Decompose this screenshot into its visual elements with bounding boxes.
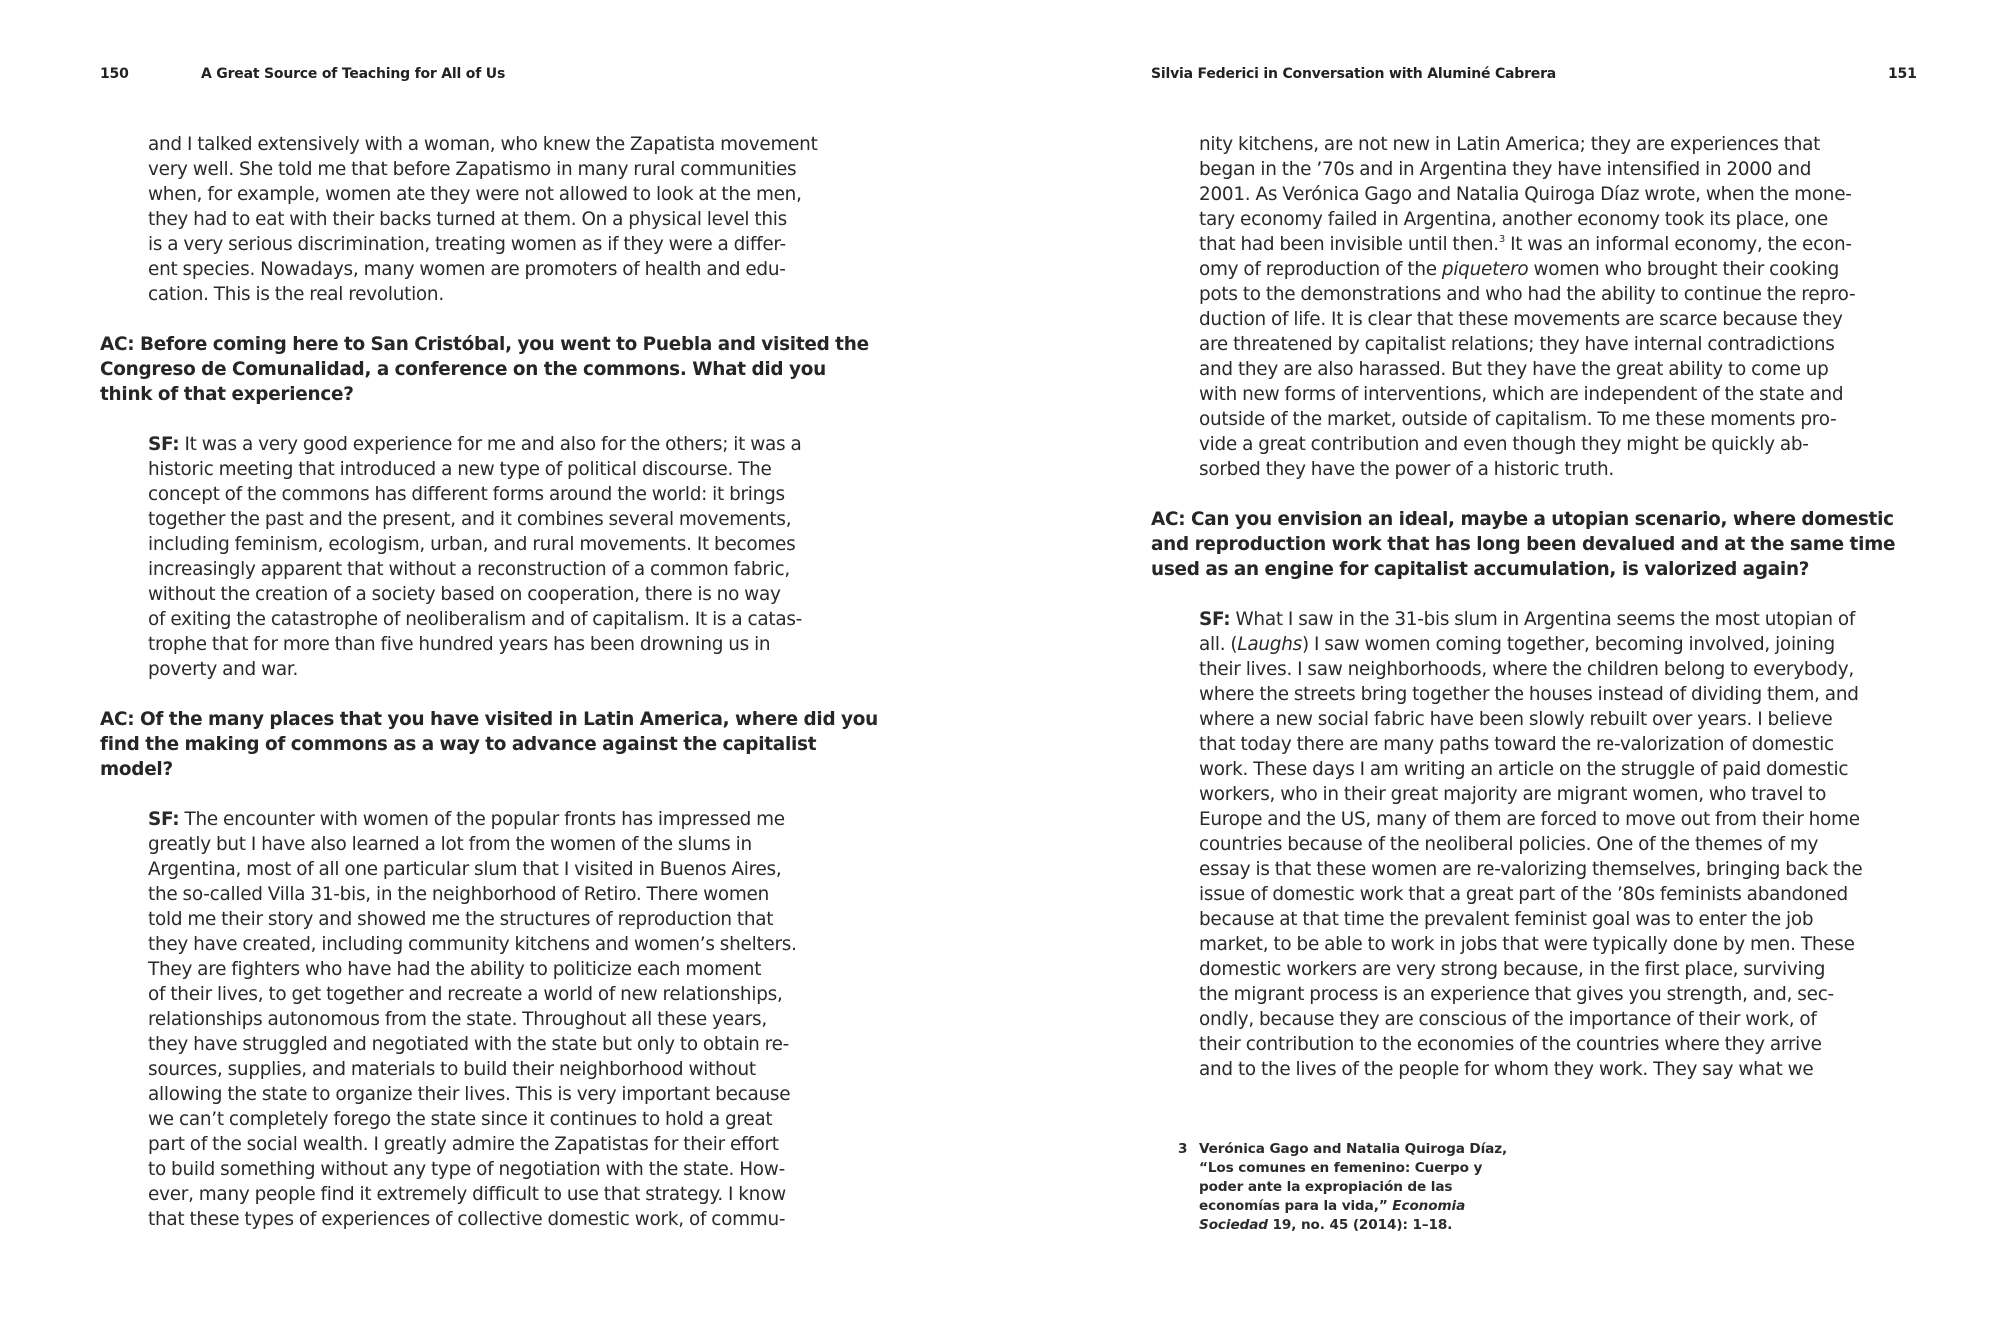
text-segment: told me their story and showed me the structures of reproduction that (148, 909, 774, 930)
text-line (148, 1107, 870, 1132)
text-column-left (100, 132, 878, 1232)
text-segment: 2001. As Verónica Gago and Natalia Quiroga Díaz wrote, when the mone- (1199, 184, 1852, 205)
text-segment: greatly but I have also learned a lot from the women of the slums in (148, 834, 752, 855)
text-segment: women who brought their cooking (1528, 259, 1840, 280)
text-line (148, 507, 870, 532)
text-segment: domestic workers are very strong because, in the first place, surviving (1199, 959, 1826, 980)
text-line (148, 182, 870, 207)
text-segment: the so-called Villa 31-bis, in the neighborhood of Retiro. There women (148, 884, 770, 905)
page-number-left: 150 (100, 66, 129, 82)
text-segment: Europe and the US, many of them are forced to move out from their home (1199, 809, 1860, 830)
text-segment: began in the ’70s and in Argentina they have intensified in 2000 and (1199, 159, 1812, 180)
text-segment: issue of domestic work that a great part of the ’80s feminists abandoned (1199, 884, 1848, 905)
text-line (148, 632, 870, 657)
text-segment: find the making of commons as a way to advance against the capitalist (100, 734, 817, 755)
text-line (1199, 132, 1911, 157)
text-segment: piquetero (1441, 259, 1529, 280)
text-line (148, 557, 870, 582)
text-segment: that these types of experiences of collective domestic work, of commu- (148, 1209, 786, 1230)
text-segment: and they are also harassed. But they have the great ability to come up (1199, 359, 1829, 380)
text-line (1199, 1007, 1911, 1032)
interviewee-answer (100, 132, 870, 307)
text-line (1199, 1216, 1539, 1235)
text-segment: together the past and the present, and it combines several movements, (148, 509, 792, 530)
text-segment: they have struggled and negotiated with the state but only to obtain re- (148, 1034, 790, 1055)
text-segment: poder ante la expropiación de las (1199, 1179, 1453, 1195)
text-line (148, 482, 870, 507)
text-segment: Verónica Gago and Natalia Quiroga Díaz, (1199, 1141, 1508, 1157)
text-segment: ent species. Nowadays, many women are promoters of health and edu- (148, 259, 786, 280)
text-segment: nity kitchens, are not new in Latin America; they are experiences that (1199, 134, 1821, 155)
text-line (148, 1207, 870, 1232)
text-line (1199, 457, 1911, 482)
text-segment: AC: Of the many places that you have visited in Latin America, where did you (100, 709, 878, 730)
text-line (1151, 557, 1911, 582)
text-segment: AC: Before coming here to San Cristóbal, you went to Puebla and visited the (100, 334, 869, 355)
text-segment: increasingly apparent that without a reconstruction of a common fabric, (148, 559, 790, 580)
text-segment: used as an engine for capitalist accumulation, is valorized again? (1151, 559, 1810, 580)
interviewee-answer (1151, 607, 1911, 1082)
text-line (1199, 757, 1911, 782)
text-line (100, 732, 870, 757)
text-line (148, 882, 870, 907)
text-segment: and reproduction work that has long been devalued and at the same time (1151, 534, 1896, 555)
text-line (148, 907, 870, 932)
text-line (1199, 657, 1911, 682)
text-line (1199, 332, 1911, 357)
text-segment: we can’t completely forego the state since it continues to hold a great (148, 1109, 773, 1130)
text-segment: duction of life. It is clear that these movements are scarce because they (1199, 309, 1843, 330)
text-line (1199, 782, 1911, 807)
text-line (148, 1182, 870, 1207)
text-line (1199, 157, 1911, 182)
text-line (148, 207, 870, 232)
text-line (100, 357, 870, 382)
text-line (148, 607, 870, 632)
text-line (148, 657, 870, 682)
text-line (1199, 1140, 1539, 1159)
text-line (148, 1132, 870, 1157)
text-line (148, 257, 870, 282)
text-segment: Congreso de Comunalidad, a conference on the commons. What did you (100, 359, 826, 380)
text-line (1199, 857, 1911, 882)
text-segment: vide a great contribution and even though they might be quickly ab- (1199, 434, 1809, 455)
text-line (148, 957, 870, 982)
text-line (1199, 932, 1911, 957)
text-segment: all. ( (1199, 634, 1238, 655)
text-line (1199, 1032, 1911, 1057)
text-line (148, 157, 870, 182)
text-line (148, 1007, 870, 1032)
text-segment: that had been invisible until then. (1199, 234, 1499, 255)
text-segment: and I talked extensively with a woman, who knew the Zapatista movement (148, 134, 818, 155)
text-segment: very well. She told me that before Zapatismo in many rural communities (148, 159, 797, 180)
text-segment: poverty and war. (148, 659, 299, 680)
paragraph-spacer (100, 682, 870, 707)
text-line (1199, 182, 1911, 207)
text-line (1199, 282, 1911, 307)
text-line (1199, 357, 1911, 382)
text-line (148, 282, 870, 307)
text-line (1199, 1057, 1911, 1082)
paragraph-spacer (100, 782, 870, 807)
footnote-text (1199, 1140, 1539, 1235)
text-segment: that today there are many paths toward the re-valorization of domestic (1199, 734, 1834, 755)
text-segment: relationships autonomous from the state. Throughout all these years, (148, 1009, 767, 1030)
text-segment: is a very serious discrimination, treating women as if they were a differ- (148, 234, 786, 255)
paragraph-spacer (1151, 582, 1911, 607)
text-line (148, 432, 870, 457)
text-line (1199, 882, 1911, 907)
text-line (100, 382, 870, 407)
text-segment: of exiting the catastrophe of neoliberalism and of capitalism. It is a catas- (148, 609, 803, 630)
text-segment: they have created, including community kitchens and women’s shelters. (148, 934, 797, 955)
text-line (1199, 1178, 1539, 1197)
text-segment: It was a very good experience for me and also for the others; it was a (179, 434, 802, 455)
text-segment: where the streets bring together the houses instead of dividing them, and (1199, 684, 1859, 705)
text-segment: AC: Can you envision an ideal, maybe a utopian scenario, where domestic (1151, 509, 1894, 530)
text-segment: when, for example, women ate they were not allowed to look at the men, (148, 184, 802, 205)
text-segment: where a new social fabric have been slowly rebuilt over years. I believe (1199, 709, 1833, 730)
text-segment: to build something without any type of negotiation with the state. How- (148, 1159, 785, 1180)
text-line (148, 932, 870, 957)
text-segment: concept of the commons has different forms around the world: it brings (148, 484, 785, 505)
text-line (148, 832, 870, 857)
text-segment: are threatened by capitalist relations; they have internal contradictions (1199, 334, 1835, 355)
text-segment: with new forms of interventions, which are independent of the state and (1199, 384, 1844, 405)
text-line (148, 1032, 870, 1057)
text-line (1199, 307, 1911, 332)
text-segment: of their lives, to get together and recreate a world of new relationships, (148, 984, 783, 1005)
text-segment: think of that experience? (100, 384, 354, 405)
text-segment: ever, many people find it extremely difficult to use that strategy. I know (148, 1184, 786, 1205)
text-segment: ondly, because they are conscious of the importance of their work, of (1199, 1009, 1817, 1030)
text-segment: Sociedad (1199, 1217, 1268, 1233)
interviewer-question (100, 332, 870, 407)
text-line (1199, 607, 1911, 632)
text-segment: They are fighters who have had the ability to politicize each moment (148, 959, 762, 980)
text-segment: outside of the market, outside of capitalism. To me these moments pro- (1199, 409, 1837, 430)
text-line (1199, 982, 1911, 1007)
text-line (1199, 1159, 1539, 1178)
text-segment: economías para la vida,” (1199, 1198, 1393, 1214)
text-segment: workers, who in their great majority are migrant women, who travel to (1199, 784, 1827, 805)
text-segment: 19, no. 45 (2014): 1–18. (1267, 1217, 1453, 1233)
text-segment: tary economy failed in Argentina, another economy took its place, one (1199, 209, 1828, 230)
text-segment: sources, supplies, and materials to build their neighborhood without (148, 1059, 756, 1080)
text-line (100, 757, 870, 782)
text-line (1199, 1197, 1539, 1216)
footnote-number: 3 (1178, 1141, 1188, 1157)
text-line (1199, 257, 1911, 282)
text-segment: Economia (1392, 1198, 1466, 1214)
speaker-label: SF: (148, 434, 180, 455)
text-line (1199, 207, 1911, 232)
text-segment: their contribution to the economies of the countries where they arrive (1199, 1034, 1822, 1055)
running-title-right: Silvia Federici in Conversation with Aluminé Cabrera (1151, 66, 1557, 82)
text-segment: model? (100, 759, 173, 780)
text-line (1199, 682, 1911, 707)
text-line (100, 707, 878, 732)
text-line (148, 1057, 870, 1082)
text-segment: allowing the state to organize their lives. This is very important because (148, 1084, 791, 1105)
text-segment: part of the social wealth. I greatly admire the Zapatistas for their effort (148, 1134, 779, 1155)
text-line (1199, 832, 1911, 857)
text-line (148, 807, 870, 832)
right-page (1000, 0, 2000, 1333)
interviewee-answer (1151, 132, 1911, 482)
text-line (148, 232, 870, 257)
interviewee-answer (100, 807, 870, 1232)
footnote-reference: 3 (1498, 234, 1505, 245)
page-number-right: 151 (1888, 66, 1917, 82)
text-segment: Laughs (1237, 634, 1302, 655)
text-line (1199, 632, 1911, 657)
running-title-left: A Great Source of Teaching for All of Us (201, 66, 506, 82)
speaker-label: SF: (148, 809, 180, 830)
text-line (1199, 382, 1911, 407)
text-segment: Argentina, most of all one particular slum that I visited in Buenos Aires, (148, 859, 782, 880)
text-line (148, 1082, 870, 1107)
text-segment: countries because of the neoliberal policies. One of the themes of my (1199, 834, 1819, 855)
text-line (1199, 957, 1911, 982)
text-segment: omy of reproduction of the (1199, 259, 1442, 280)
text-segment: It was an informal economy, the econ- (1504, 234, 1852, 255)
text-segment: because at that time the prevalent feminist goal was to enter the job (1199, 909, 1814, 930)
text-segment: including feminism, ecologism, urban, and rural movements. It becomes (148, 534, 796, 555)
text-segment: the migrant process is an experience that gives you strength, and, sec- (1199, 984, 1834, 1005)
text-line (148, 582, 870, 607)
text-line (148, 1157, 870, 1182)
text-segment: historic meeting that introduced a new type of political discourse. The (148, 459, 772, 480)
text-segment: The encounter with women of the popular fronts has impressed me (179, 809, 785, 830)
text-line (1199, 432, 1911, 457)
text-line (148, 532, 870, 557)
text-line (1199, 907, 1911, 932)
text-column-right (1151, 132, 1911, 1082)
text-line (1199, 232, 1911, 257)
text-segment: work. These days I am writing an article on the struggle of paid domestic (1199, 759, 1849, 780)
text-segment: they had to eat with their backs turned at them. On a physical level this (148, 209, 787, 230)
text-line (148, 132, 870, 157)
text-segment: What I saw in the 31-bis slum in Argentina seems the most utopian of (1230, 609, 1856, 630)
text-line (1151, 507, 1911, 532)
interviewer-question (100, 707, 878, 782)
interviewer-question (1151, 507, 1911, 582)
text-line (1199, 807, 1911, 832)
text-line (148, 982, 870, 1007)
paragraph-spacer (100, 407, 870, 432)
text-line (1199, 407, 1911, 432)
text-line (1199, 707, 1911, 732)
text-segment: pots to the demonstrations and who had the ability to continue the repro- (1199, 284, 1856, 305)
paragraph-spacer (1151, 482, 1911, 507)
text-segment: market, to be able to work in jobs that were typically done by men. These (1199, 934, 1855, 955)
text-segment: sorbed they have the power of a historic truth. (1199, 459, 1615, 480)
text-line (148, 457, 870, 482)
text-segment: without the creation of a society based on cooperation, there is no way (148, 584, 781, 605)
speaker-label: SF: (1199, 609, 1231, 630)
text-line (100, 332, 870, 357)
text-line (1199, 732, 1911, 757)
text-segment: and to the lives of the people for whom they work. They say what we (1199, 1059, 1814, 1080)
text-line (1151, 532, 1911, 557)
text-segment: cation. This is the real revolution. (148, 284, 444, 305)
text-segment: trophe that for more than five hundred years has been drowning us in (148, 634, 771, 655)
text-segment: “Los comunes en femenino: Cuerpo y (1199, 1160, 1483, 1176)
text-line (148, 857, 870, 882)
interviewee-answer (100, 432, 870, 682)
text-segment: ) I saw women coming together, becoming involved, joining (1301, 634, 1835, 655)
paragraph-spacer (100, 307, 870, 332)
text-segment: essay is that these women are re-valorizing themselves, bringing back the (1199, 859, 1863, 880)
text-segment: their lives. I saw neighborhoods, where the children belong to everybody, (1199, 659, 1854, 680)
